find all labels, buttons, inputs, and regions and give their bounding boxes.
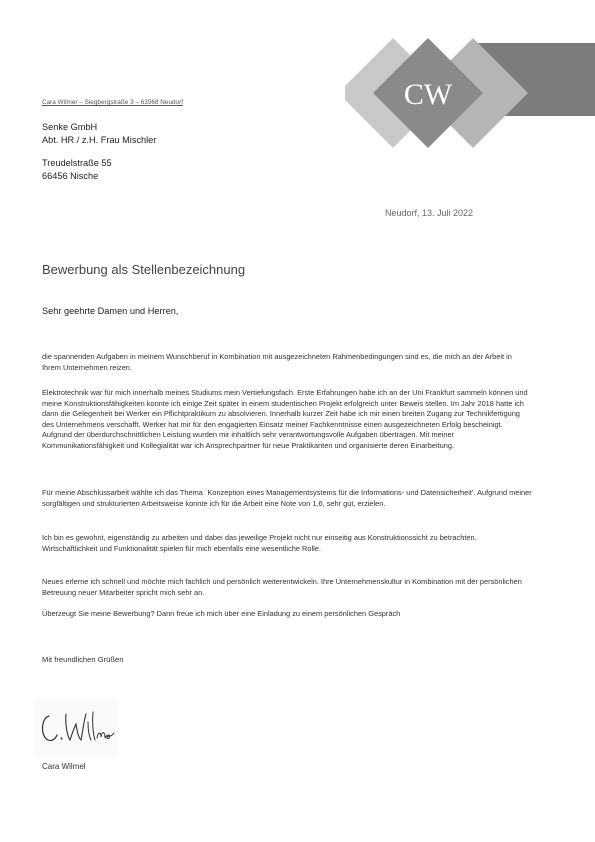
paragraph-5: Neues erlerne ich schnell und möchte mich fachlich und persönlich weiterentwickeln. Ihre Unternehmenskultur in Kombination mit der persönlichen Betreuung neuer Mitarbeiter spricht mich sehr an. (42, 577, 522, 597)
paragraph-3: Für meine Abschlussarbeit wählte ich das Thema `Konzeption eines Managementsystems für die Informations- und Datensicherheit'. Aufgrund meiner sorgfältigen und strukturierten Arbeitsweise konnte ich für die Arbeit eine Note von 1,6, sehr gut, erzielen. (42, 488, 532, 508)
recipient-company: Senke GmbH (42, 122, 98, 132)
letter-closing: Mit freundlichen Grüßen (42, 655, 124, 664)
paragraph-1: die spannenden Aufgaben in meinem Wunschberuf in Kombination mit ausgezeichneten Rahmenbedingungen sind es, die mich an der Arbeit in Ihrem Unternehmen reizen. (42, 352, 512, 372)
handwritten-signature (35, 700, 117, 756)
letter-date: Neudorf, 13. Juli 2022 (384, 208, 473, 218)
letter-salutation: Sehr geehrte Damen und Herren, (42, 306, 179, 316)
logo-initials: CW (403, 78, 453, 111)
signer-name: Cara Wilmel (42, 762, 86, 771)
cw-logo (345, 38, 595, 148)
sender-return-address: Cara Wilmer – Siegbergstraße 3 – 63568 Neudorf (42, 99, 184, 106)
recipient-city: 66456 Nische (42, 171, 99, 181)
recipient-department: Abt. HR / z.H. Frau Mischler (42, 135, 157, 145)
letter-subject: Bewerbung als Stellenbezeichnung (42, 262, 246, 277)
paragraph-6: Überzeugt Sie meine Bewerbung? Dann freue ich mich über eine Einladung zu einem persönlichen Gespräch (42, 609, 401, 618)
paragraph-2: Elektrotechnik war für mich innerhalb meines Studiums mein Vertiefungsfach. Erste Erfahrungen habe ich an der Uni Frankfurt sammeln können und meine Konstruktionsfähigkeiten konnte ich einige Zeit später in einem studentischen Projekt erfolgreich unter Beweis stellen. Im Jahr 2018 hatte ich dann die Gelegenheit bei Werker ein Pflichtpraktikum zu absolvieren. Innerhalb kurzer Zeit habe ich mir einen breiten Zugang zur Technikfertigung des Unternehmens verschafft. Werker hat mir für den engagierten Einsatz meiner Fachkenntnisse einen ausgezeichneten Erfolg bescheinigt. Aufgrund der überdurchschnittlichen Leistung wurden mir inhaltlich sehr verantwortungsvolle Aufgaben übertragen. Mit meiner Kommunikationsfähigkeit und Kollegialität war ich Ansprechpartner für neue Praktikanten und organisierte deren Einarbeitung. (42, 388, 528, 450)
paragraph-4: Ich bin es gewohnt, eigenständig zu arbeiten und dabei das jeweilige Projekt nicht nur einseitig aus Konstruktionssicht zu betrachten. Wirtschaftlichkeit und Funktionalität spielen für mich ebenfalls eine wesentliche Rolle. (42, 533, 477, 553)
recipient-street: Treudelstraße 55 (42, 158, 112, 168)
